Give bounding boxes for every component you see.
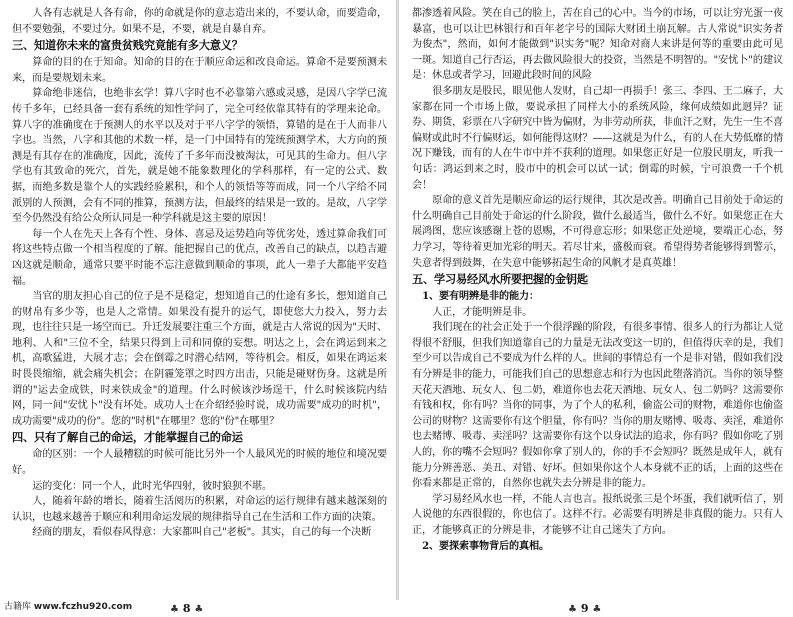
subsection-heading: 2、要探索事物背后的真相。 [422, 540, 549, 552]
body-paragraph: 算命的目的在于知命。知命的目的在于顺应命运和改良命运。算命不是要预测未来，而是要规划未来。 [12, 57, 387, 84]
section-heading: 五、学习易经风水所要把握的金钥匙 [412, 273, 588, 287]
ornament-icon: ♣ [592, 603, 602, 615]
watermark[interactable] [4, 599, 132, 612]
body-paragraph: 很多朋友是股民，眼见他人发财，自己却一再损手！张三、李四、王二麻子，大家都在同一个市场上做，要说承担了同样大小的系统风险，缘何成绩如此迥异？证券、期货，彩票在八字研究中皆为偏财，为非劳动所获，非血汗之财，先生一生不喜偏财或此时不行偏财运，如何能得这财？——这就是为什么，有的人在大势低靡的情况下赚钱，而有的人在牛市中并不获利的道理。如果您正好是一位股民朋友，听我一句话：鸿运到来之时，股市中的机会可以试一试；倒霉的时候，宁可浪费一千个机会！ [412, 85, 783, 191]
right-page-footer [400, 595, 793, 617]
body-paragraph: 人正，才能明辨是非。 [432, 306, 533, 318]
page-number-9: 9 [580, 602, 589, 615]
left-page-footer [0, 595, 395, 617]
page-number-8: 8 [182, 602, 191, 615]
body-paragraph: 每一个人在先天上各有个性、身体、喜忌及运势趋向等优劣处，透过算命我们可将这些特点做一个相当程度的了解。能把握自己的优点，改善自己的缺点，以趋吉避凶这就是顺命，通常只要平时能不忘注意做到顺命的事项，此人一辈子大都能平安趋福。 [12, 228, 387, 287]
body-paragraph: 人，随着年龄的增长，随着生活阅历的积累，对命运的运行规律有越来越深刻的认识，也越来越善于顺应和利用命运发展的规律指导自己在生活和工作方面的决策。 [12, 496, 387, 523]
left-page-text [12, 6, 387, 541]
subsection-heading: 1、要有明辨是非的能力： [422, 291, 539, 303]
right-page-text [412, 6, 783, 554]
body-paragraph: 当官的朋友担心自己的位子是不是稳定，想知道自己的仕途有多长，想知道自己的财帛有多少等，也是人之常情。如果没有提升的运气，即使您大力投入，努力去现，也往往只是一场空而已。升迁发展要注重三个方面，就是古人常说的因为"天时、地利、人和"三位不全，结果只得到上司和同僚的妄想。明达之上，会在鸿运到来之机，高歌猛进，大展才志；会在倒霉之时潜心结网，等待机会。相反，如果在鸿运来时畏畏缩缩，就会痛失机会；在阴霾笼罩之时四方出击，只能是碰财伤身。这就是所谓的"运去金成铁，时来铁成金"的道理。什么时候该沙场逞干，什么时候该院内结网，同一间"安忧卜"没有坏处。成功人士在介绍经验时说，成功需要"成功的时机"，成功需要"成功的份"。您的"时机"在哪里？您的"份"在哪里？ [12, 291, 387, 427]
body-paragraph: 运的变化：同一个人，此时光华四射，彼时狼狈不堪。 [32, 480, 273, 492]
body-paragraph: 经商的朋友，看似春风得意：大家都叫自己"老板"。其实，自己的每一个决断 [32, 527, 372, 539]
body-paragraph: 命的区别：一个人最糟糕的时候可能比另外一个人最风光的时候的地位和境况要好。 [12, 449, 387, 477]
body-paragraph: 都渗透着风险。笑在自己的脸上，苦在自己的心中。当今的市场，可以让穷光蛋一夜暴富，也可以让巴林银行和百年老字号的国际大财团土崩瓦解。古人常说"识实务者为俊杰"，然而，如何才能做到"识实务"呢？知命对商人来讲是何等的重要由此可见一斑。知道自己行否运，再去做风险很大的投资，当然是不明智的。"安忧卜"的建议是：休息或者学习，回避此段时间的风险 [412, 8, 783, 82]
ornament-icon: ♣ [568, 603, 577, 615]
body-paragraph: 我们现在的社会正处于一个很浮躁的阶段，有很多事情、很多人的行为都让人觉得很不舒服，但我们知道靠自己的力量是无法改变这一切的，但值得庆幸的是，我们至少可以告成自己不要成为什么样的人。世间的事情总有一个是非对错，假如我们没有分辨是非的能力，可能我们自己的思想意志和行为也因此堕落消沉。当你的领导整天花天酒地、玩女人、包二奶，难道你也去花天酒地、玩女人、包二奶吗？这需要你有钱和权，你有吗？当你的同事，为了个人的私利，偷盗公司的财物，难道你也偷盗公司的财物？这需要你有这个胆量，你有吗？当你的朋友赌博、吸毒、卖淫，难道你也去赌博、吸毒、卖淫吗？这需要你有这个以身试法的追求，你有吗？假如你吃了别人的，你的嘴不会短吗？假如你拿了别人的，你的手不会短吗？既然是成年人，就有能力分辨善恶、美丑、对错、好坏。但如果你这个人本身就不正的话，上面的这些在你看来都是正常的，自然你也就失去分辨是非的能力。 [412, 322, 783, 490]
body-paragraph: 人各有志就是人各有命，你的命就是你的意志造出来的，不要认命，而要造命，但不要勉强，不要过分。如果不是，不要，就是自暴自弃。 [12, 8, 387, 35]
ornament-icon: ♣ [170, 603, 179, 615]
right-page [400, 0, 793, 617]
watermark-url[interactable]: www.fczhu920.com [33, 602, 133, 612]
body-paragraph: 算命绝非迷信，也绝非玄学！算八字时也不必靠第六感或灵感，是因八字学已流传千多年，已经具备一套有系统的知性学问了，完全可经依靠其特有的学理来论命。算八字的准确度在于预测人的水平以及对于平八字学的领悟，算错的是在于人而非八字也。当然，八字和其他的术数一样，是一门中国特有的笼统预测学术，大方向的预测是有其存在的准确度，因此，流传了千多年而没被淘汰，可见其的生命力。但八字学也有其致命的死穴，首先，就是她不能象数理化的学科那样，有一定的公式、数据，而绝多数是靠个人的实践经验累积，和个人的领悟等等而成，同一个八字给不同派别的人预测，会有不同的推算，预测方法，但最终的结果是一致的。是故，八字学至今仍然没有给公众所认同是一种学科就是这主要的原因！ [12, 88, 387, 225]
book-gutter [396, 0, 399, 600]
body-paragraph: 学习易经风水也一样，不能人言也言。报纸说张三是个坏蛋，我们就听信了，别人说他的东西很假的，你也信了。这样不行。必需要有明辨是非真假的能力。只有人正，才能够真正的分辨是非，才能够不让自己迷失了方向。 [412, 493, 783, 536]
page-number-right [568, 602, 601, 615]
watermark-site-name: 古籍库 [4, 602, 32, 612]
body-paragraph: 原命的意义首先是顺应命运的运行规律，其次是改善。明确自己目前处于命运的什么明确自己目前处于命运的什么阶段，做什么最适当，做什么不好。如果您正在大展鸿图，您应该感谢上苍的恩赐，不可得意忘形；如果您正处逆境，要端正心态，努力学习，等待着更加光彩的明天。若尽甘来，盛极而衰。希望得势者能够得到警示，失意者得到鼓舞，在失意中能够拓起生命的风帆才是真英雄！ [412, 195, 783, 269]
page-number-left [170, 602, 203, 615]
section-heading: 三、知道你未来的富贵贫贱究竟能有多大意义？ [12, 39, 243, 53]
left-page [0, 0, 395, 617]
section-heading: 四、只有了解自己的命运，才能掌握自己的命运 [12, 431, 243, 445]
ornament-icon: ♣ [194, 603, 204, 615]
